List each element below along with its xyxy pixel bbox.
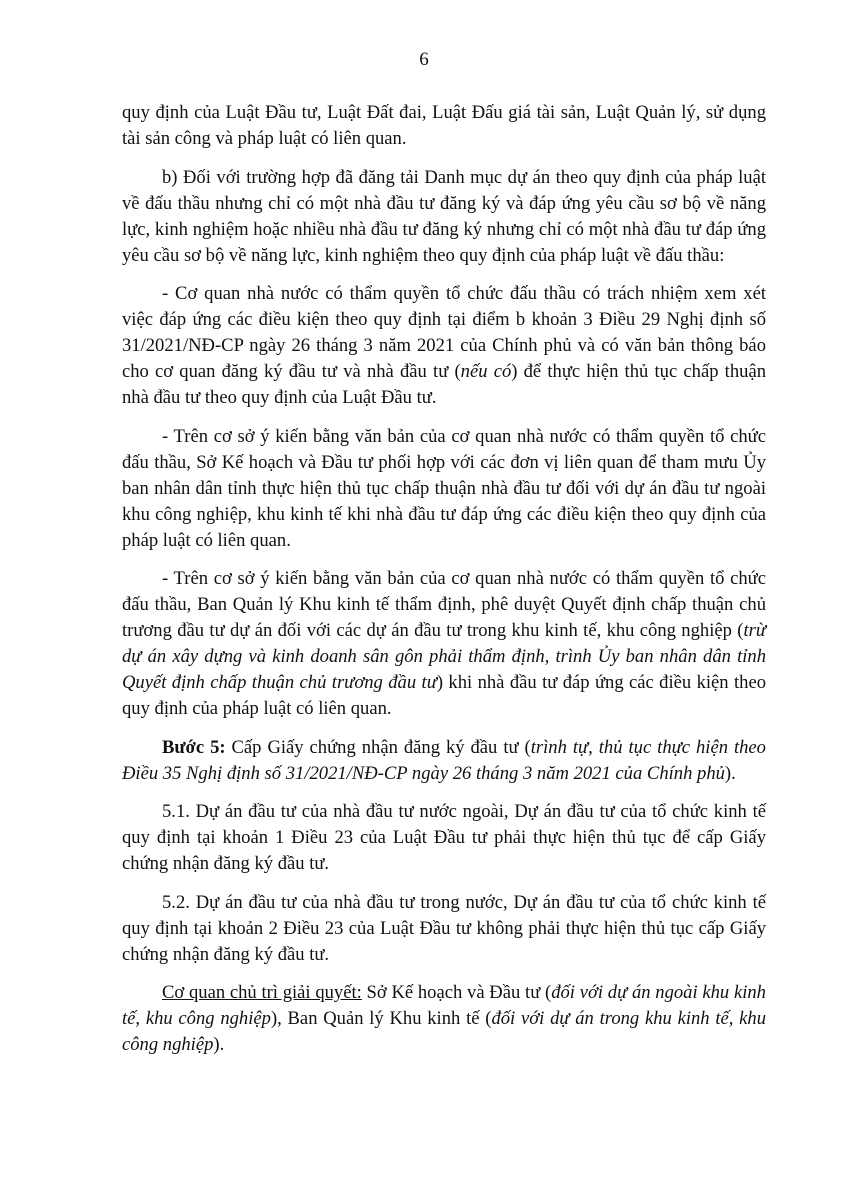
- paragraph-3-italic: nếu có: [460, 361, 512, 382]
- step-5-heading: Bước 5:: [162, 736, 226, 758]
- paragraph-5-2: 5.2. Dự án đầu tư của nhà đầu tư trong nước, Dự án đầu tư của tổ chức kinh tế quy định tại khoản 2 Điều 23 của Luật Đầu tư không phải thực hiện thủ tục cấp Giấy chứng nhận đăng ký đầu tư.: [122, 891, 766, 965]
- authority-label: Cơ quan chủ trì giải quyết:: [162, 982, 362, 1003]
- step-5-italic: trình tự, thủ tục thực hiện theo Điều 35 Nghị định số 31/2021/NĐ-CP ngày 26 tháng 3 năm 2021 của Chính phủ: [122, 736, 766, 784]
- paragraph-step-5: [122, 735, 766, 787]
- paragraph-5-1: 5.1. Dự án đầu tư của nhà đầu tư nước ngoài, Dự án đầu tư của tổ chức kinh tế quy định tại khoản 1 Điều 23 của Luật Đầu tư phải thực hiện thủ tục để cấp Giấy chứng nhận đăng ký đầu tư.: [122, 801, 766, 874]
- paragraph-5: [122, 566, 766, 722]
- page-number: 6: [419, 49, 429, 70]
- paragraph-1: quy định của Luật Đầu tư, Luật Đất đai, Luật Đấu giá tài sản, Luật Quản lý, sử dụng tài sản công và pháp luật có liên quan.: [122, 102, 766, 149]
- document-body: [122, 100, 766, 1071]
- paragraph-3-text-a: - Cơ quan nhà nước có thẩm quyền tổ chức đấu thầu có trách nhiệm xem xét việc đáp ứng các điều kiện theo quy định tại điểm b khoản 3 Điều 29 Nghị định số 31/2021/NĐ-CP ngày 26 tháng 3 năm 2021 của Chính phủ và có văn bản thông báo cho cơ quan đăng ký đầu tư và nhà đầu tư (: [122, 283, 766, 382]
- step-5-text-b: ).: [724, 762, 736, 784]
- paragraph-3: [122, 281, 766, 411]
- authority-italic-2: đối với dự án trong khu kinh tế, khu công nghiệp: [122, 1008, 767, 1055]
- paragraph-authority: [122, 980, 766, 1058]
- paragraph-5-italic: trừ dự án xây dựng và kinh doanh sân gôn phải thẩm định, trình Ủy ban nhân dân tỉnh Quyết định chấp thuận chủ trương đầu tư: [122, 620, 766, 693]
- paragraph-4: - Trên cơ sở ý kiến bằng văn bản của cơ quan nhà nước có thẩm quyền tổ chức đấu thầu, Sở Kế hoạch và Đầu tư phối hợp với các đơn vị liên quan để tham mưu Ủy ban nhân dân tỉnh thực hiện thủ tục chấp thuận nhà đầu tư đối với dự án đầu tư ngoài khu công nghiệp, khu kinh tế khi nhà đầu tư đáp ứng các điều kiện theo quy định của pháp luật có liên quan.: [122, 425, 766, 551]
- paragraph-5-text-b: ) khi nhà đầu tư đáp ứng các điều kiện theo quy định của pháp luật có liên quan.: [122, 672, 767, 719]
- authority-text-a: Sở Kế hoạch và Đầu tư (: [361, 982, 552, 1003]
- paragraph-3-text-b: ) để thực hiện thủ tục chấp thuận nhà đầu tư theo quy định của Luật Đầu tư.: [122, 361, 766, 408]
- authority-text-c: ).: [213, 1034, 225, 1055]
- paragraph-5-text-a: - Trên cơ sở ý kiến bằng văn bản của cơ quan nhà nước có thẩm quyền tổ chức đấu thầu, Ban Quản lý Khu kinh tế thẩm định, phê duyệt Quyết định chấp thuận chủ trương đầu tư dự án đối với các dự án đầu tư trong khu kinh tế, khu công nghiệp (: [122, 568, 766, 641]
- paragraph-2: b) Đối với trường hợp đã đăng tải Danh mục dự án theo quy định của pháp luật về đấu thầu nhưng chỉ có một nhà đầu tư đăng ký và đáp ứng yêu cầu sơ bộ về năng lực, kinh nghiệm hoặc nhiều nhà đầu tư đăng ký nhưng chỉ có một nhà đầu tư đáp ứng yêu cầu sơ bộ về năng lực, kinh nghiệm theo quy định của pháp luật về đấu thầu:: [122, 166, 766, 266]
- step-5-text-a: Cấp Giấy chứng nhận đăng ký đầu tư (: [225, 736, 531, 758]
- authority-text-b: ), Ban Quản lý Khu kinh tế (: [270, 1008, 492, 1029]
- authority-italic-1: đối với dự án ngoài khu kinh tế, khu công nghiệp: [122, 982, 766, 1029]
